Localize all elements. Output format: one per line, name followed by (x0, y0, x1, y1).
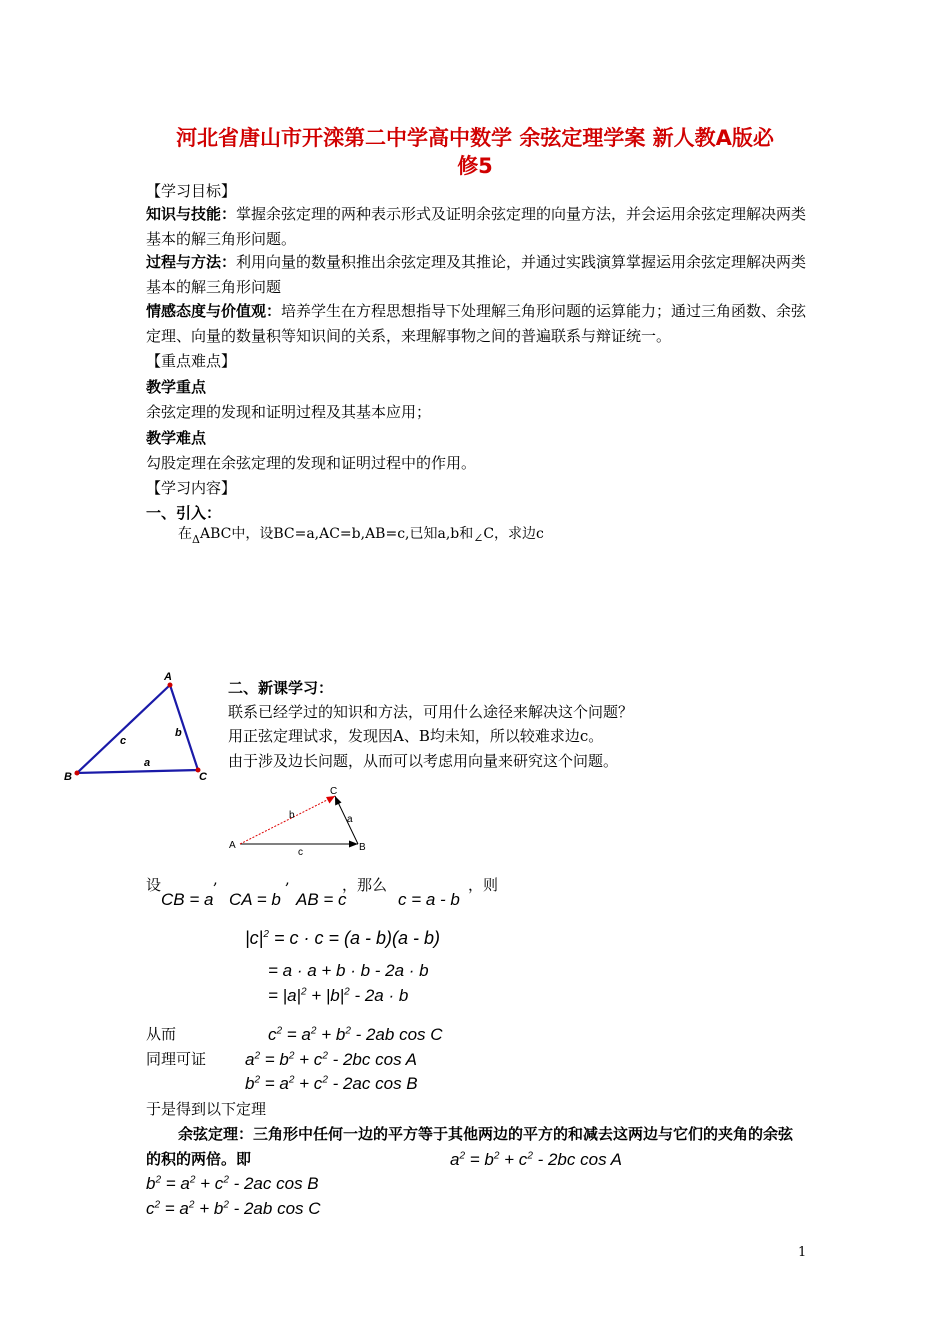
difficulty-text: 勾股定理在余弦定理的发现和证明过程中的作用。 (146, 454, 477, 472)
vector-diff: c = a - b (398, 890, 460, 909)
key-title: 教学重点 (146, 378, 207, 396)
derivation-row1 (245, 928, 440, 949)
page-number: 1 (798, 1245, 807, 1260)
new-lesson-q1: 联系已经学过的知识和方法，可用什么途径来解决这个问题？ (228, 703, 634, 721)
key-text: 余弦定理的发现和证明过程及其基本应用； (146, 403, 432, 421)
theorem-label: 余弦定理： (178, 1125, 254, 1143)
comma-2: , (285, 870, 290, 888)
vector-def-c: AB = c (296, 890, 347, 909)
side-c-label: c (120, 735, 127, 747)
knowledge-label: 知识与技能： (146, 205, 237, 223)
process-label: 过程与方法： (146, 253, 237, 271)
knowledge-text: 掌握余弦定理的两种表示形式及证明余弦定理的向量方法，并会运用余弦定理解决两类基本的解三角形问题。 (146, 205, 807, 248)
section-goals: 【学习目标】 (146, 182, 237, 200)
vec-side-a-label: a (347, 814, 353, 825)
vector-triangle-figure (225, 784, 375, 856)
new-lesson-q3: 由于涉及边长问题，从而可以考虑用向量来研究这个问题。 (228, 752, 619, 770)
triangle-symbol-icon: Δ (192, 533, 200, 546)
then2-text: ，则 (468, 876, 499, 894)
emotion-label: 情感态度与价值观： (146, 302, 282, 320)
doc-title-line1: 河北省唐山市开滦第二中学高中数学 余弦定理学案 新人教A版必 (176, 126, 774, 150)
emotion-text: 培养学生在方程思想指导下处理解三角形问题的运算能力；通过三角函数、余弦定理、向量的数量积等知识间的关系，来理解事物之间的普遍联系与辩证统一。 (146, 302, 807, 345)
then-text: ，那么 (342, 876, 388, 894)
process-text: 利用向量的数量积推出余弦定理及其推论，并通过实践演算掌握运用余弦定理解决两类基本的解三角形问题 (146, 253, 807, 296)
side-a-label: a (144, 757, 151, 769)
derivation-row3 (268, 986, 408, 1006)
comma-1: , (213, 870, 218, 888)
derivation-row2: = a · a + b · b - 2a · b (268, 961, 429, 980)
process-paragraph (146, 250, 808, 300)
new-lesson-title: 二、新课学习： (228, 679, 334, 697)
vec-side-c-label: c (298, 847, 303, 856)
intro-text-middle: ABC中，设BC=a,AC=b,AB=c,已知a,b和 (199, 526, 474, 542)
triangle-figure (58, 668, 218, 786)
vec-vertex-b-label: B (359, 842, 366, 853)
theorem-text: 三角形中任何一边的平方等于其他两边的平方的和减去这两边与它们的夹角的余弦的积的两倍。即 (146, 1125, 794, 1168)
vertex-c-label: C (199, 771, 207, 783)
derivation-row3-text: - 2a · b (354, 986, 409, 1005)
same-proof-text: 同理可证 (146, 1050, 207, 1068)
abs-c-squared: $|c|^2$ (245, 928, 269, 948)
section-key: 【重点难点】 (146, 352, 237, 370)
derivation-row1-text: = c · c = (a - b)(a - b) (273, 928, 440, 948)
formula-a-squared: $a^2 = b^2 + c^2 - 2bc$ cos A (245, 1050, 418, 1069)
vec-vertex-c-label: C (330, 786, 338, 797)
vec-side-b-label: b (289, 810, 295, 821)
thus-text: 于是得到以下定理 (146, 1100, 267, 1118)
vector-def-b: CA = b (229, 890, 281, 909)
theorem-formula-a: $a^2 = b^2 + c^2 - 2bc$ cos A (450, 1150, 623, 1169)
knowledge-paragraph (146, 202, 808, 252)
abs-sum-squares: = $|a|^2 + |b|^2$ (268, 986, 350, 1005)
vertex-b-label: B (64, 771, 72, 783)
from-text: 从而 (146, 1025, 177, 1043)
side-b-label: b (175, 727, 182, 739)
intro-title: 一、引入： (146, 504, 222, 522)
intro-text-end: C，求边c (483, 526, 544, 542)
vector-def-a: CB = a (161, 890, 214, 909)
angle-symbol-icon: ∠ (473, 531, 484, 545)
new-lesson-q2: 用正弦定理试求，发现因A、B均未知，所以较难求边c。 (228, 727, 604, 745)
doc-title-line2: 修5 (457, 154, 493, 178)
formula-b-squared: $b^2 = a^2 + c^2 - 2ac$ cos B (245, 1074, 418, 1093)
theorem-formula-b: $b^2 = a^2 + c^2 - 2ac$ cos B (146, 1174, 319, 1193)
set-text: 设 (146, 876, 162, 894)
intro-line (178, 523, 544, 546)
difficulty-title: 教学难点 (146, 429, 207, 447)
emotion-paragraph (146, 299, 808, 349)
theorem-formula-c: $c^2 = a^2 + b^2 - 2ab$ cos C (146, 1199, 321, 1218)
vertex-a-label: A (164, 671, 172, 683)
section-content: 【学习内容】 (146, 479, 237, 497)
formula-c-squared: $c^2 = a^2 + b^2 - 2ab$ cos C (268, 1025, 443, 1044)
vec-vertex-a-label: A (229, 840, 236, 851)
intro-text-start: 在 (178, 526, 192, 542)
